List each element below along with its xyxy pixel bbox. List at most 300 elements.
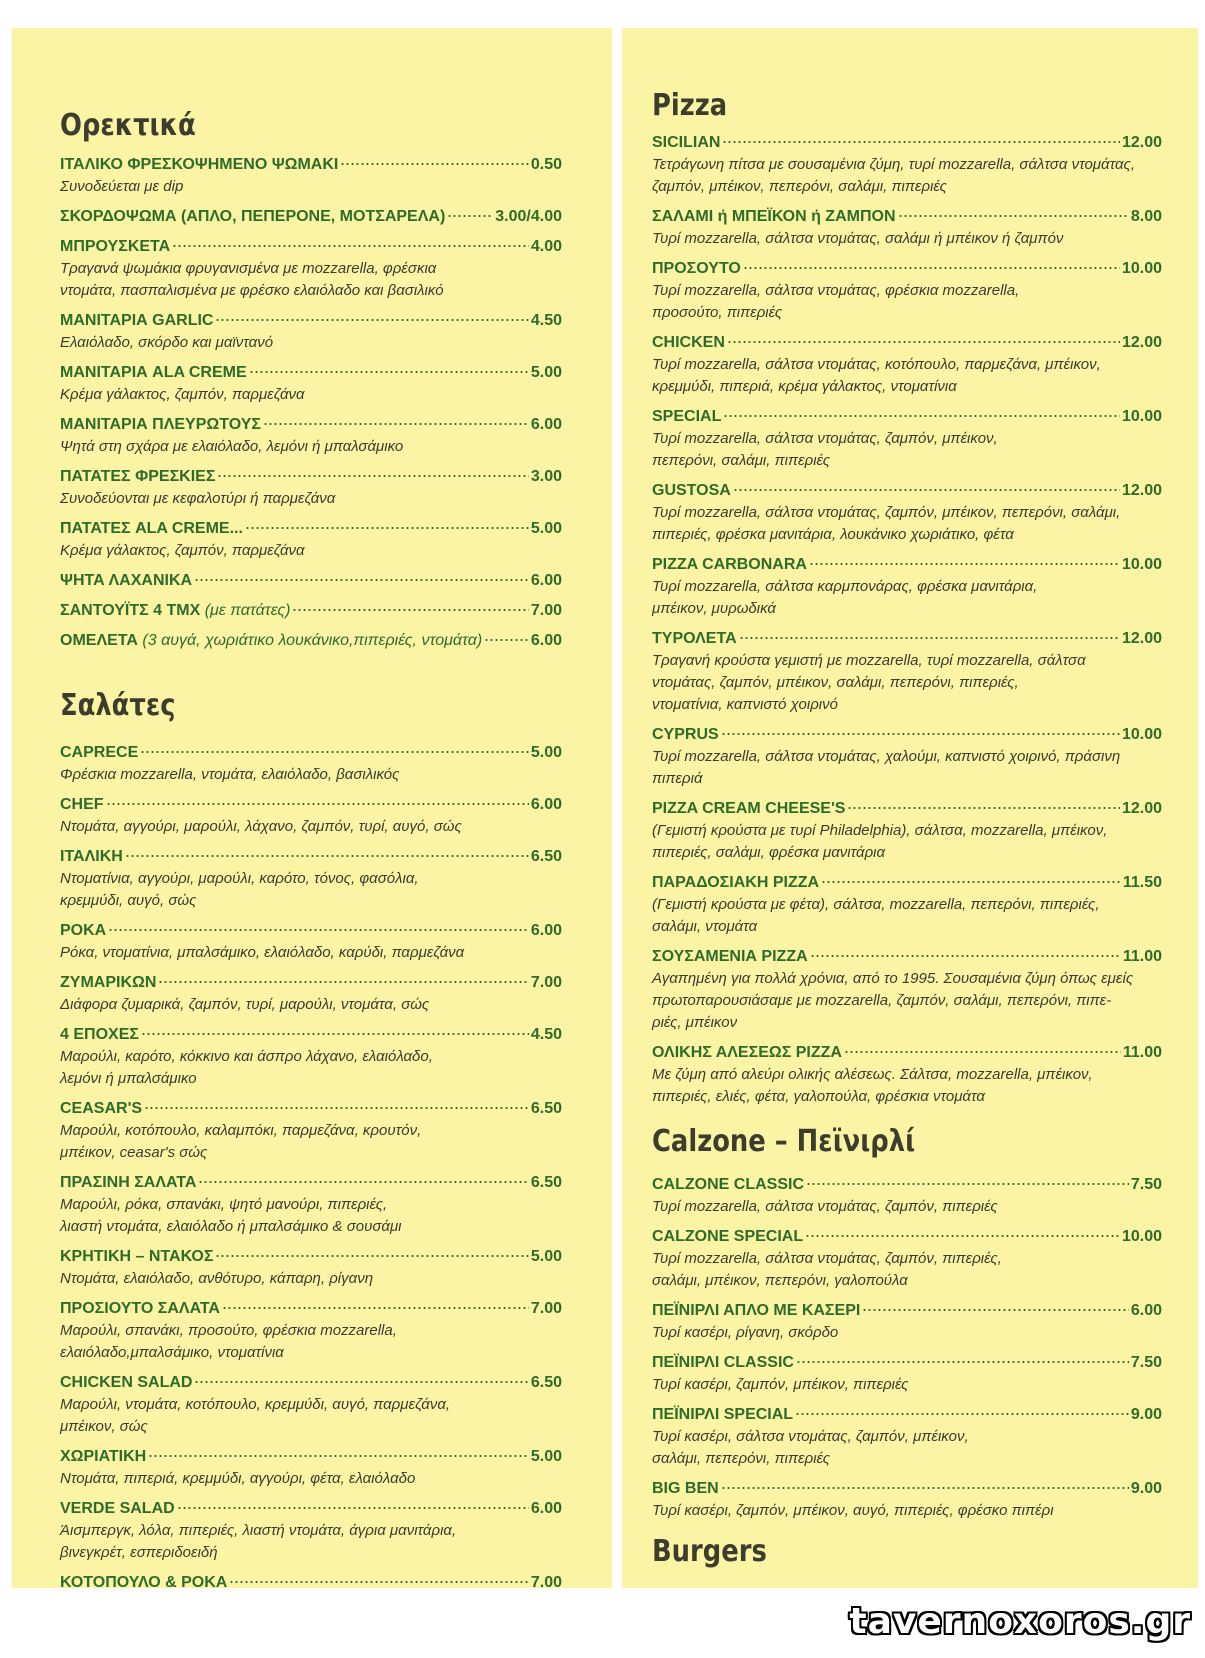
menu-item-description: Ντομάτα, ελαιόλαδο, ανθότυρο, κάπαρη, ρίγανη bbox=[60, 1270, 374, 1287]
menu-item bbox=[652, 546, 1162, 620]
menu-item-name bbox=[652, 1403, 793, 1426]
menu-item-description: Ελαιόλαδο, σκόρδο και μαϊντανό bbox=[60, 334, 274, 351]
menu-item bbox=[652, 1470, 1162, 1522]
dot-leader bbox=[798, 1578, 1129, 1588]
menu-item-name-text: PIZZA CREAM CHEESE'S bbox=[652, 800, 846, 817]
menu-item-price: 7.00 bbox=[530, 602, 562, 619]
dot-leader bbox=[809, 546, 1120, 569]
menu-item-row bbox=[60, 838, 562, 868]
menu-item-price: 7.50 bbox=[1130, 1176, 1162, 1193]
menu-item-name-text: SICILIAN bbox=[652, 134, 721, 151]
menu-item-name-text: VERDE SALAD bbox=[60, 1500, 175, 1517]
menu-item-price: 6.00 bbox=[530, 572, 562, 589]
menu-item bbox=[60, 1438, 562, 1490]
menu-item-description: πιπεριά bbox=[652, 770, 703, 787]
menu-item-name bbox=[652, 1351, 794, 1374]
menu-item-price: 10.00 bbox=[1121, 260, 1162, 277]
menu-item-description: Ψητά στη σχάρα με ελαιόλαδο, λεμόνι ή μπαλσάμικο bbox=[60, 438, 404, 455]
menu-item-inline-note: (3 αυγά, χωριάτικο λουκάνικο,πιπεριές, ντομάτα) bbox=[142, 632, 483, 649]
menu-item-price bbox=[1131, 1585, 1162, 1588]
menu-item-name-text: ΠΕΪΝΙΡΛΙ ΑΠΛΟ ΜΕ ΚΑΣΕΡΙ bbox=[652, 1302, 861, 1319]
menu-item-description: μπέικον, σώς bbox=[60, 1418, 148, 1435]
menu-item-row bbox=[60, 354, 562, 384]
menu-item-row bbox=[60, 1490, 562, 1520]
menu-item-price: 5.00 bbox=[530, 1248, 562, 1265]
menu-item-row bbox=[60, 1438, 562, 1468]
menu-item-price: 12.00 bbox=[1121, 482, 1162, 499]
menu-item-row bbox=[652, 324, 1162, 354]
menu-item-description: σαλάμι, πεπερόνι, πιπεριές bbox=[652, 1450, 831, 1467]
menu-item-name bbox=[652, 945, 808, 968]
menu-item-name-text: ΣΚΟΡΔΟΨΩΜΑ (ΑΠΛΟ, ΠΕΠΕΡΟΝΕ, ΜΟΤΣΑΡΕΛΑ) bbox=[60, 208, 446, 225]
menu-item-name-text: GUSTOSA bbox=[652, 482, 731, 499]
menu-item-row bbox=[60, 1164, 562, 1194]
dot-leader bbox=[194, 562, 529, 585]
section-title: Ορεκτικά bbox=[60, 108, 196, 143]
menu-item-row bbox=[60, 510, 562, 540]
menu-item bbox=[652, 1218, 1162, 1292]
menu-column-right bbox=[652, 88, 1162, 1588]
menu-item-name bbox=[60, 599, 290, 622]
menu-item-name bbox=[60, 1171, 196, 1194]
menu-item-price: 6.00 bbox=[530, 416, 562, 433]
menu-item-row bbox=[652, 250, 1162, 280]
menu-item-price: 10.00 bbox=[1121, 408, 1162, 425]
menu-item-description: κρεμμύδι, αυγό, σώς bbox=[60, 892, 197, 909]
menu-item-price: 6.50 bbox=[530, 1374, 562, 1391]
menu-item-row bbox=[652, 124, 1162, 154]
menu-item bbox=[60, 1090, 562, 1164]
menu-item-price: 6.00 bbox=[1130, 1302, 1162, 1319]
menu-item-price: 0.50 bbox=[530, 156, 562, 173]
dot-leader bbox=[723, 398, 1120, 421]
menu-item-row bbox=[60, 228, 562, 258]
menu-item-description: πιπεριές, σαλάμι, φρέσκα μανιτάρια bbox=[652, 844, 886, 861]
menu-item-price: 4.50 bbox=[530, 312, 562, 329]
section-title: Σαλάτες bbox=[60, 688, 176, 723]
menu-item-description: προσούτο, πιπεριές bbox=[652, 304, 783, 321]
menu-item-description: λεμόνι ή μπαλσάμικο bbox=[60, 1070, 197, 1087]
menu-item-description: (Γεμιστή κρούστα με τυρί Philadelphia), σάλτσα, mozzarella, μπέικον, bbox=[652, 822, 1108, 839]
menu-item-price: 5.00 bbox=[530, 364, 562, 381]
menu-item-price: 11.00 bbox=[1122, 948, 1162, 965]
menu-section bbox=[652, 88, 1162, 1108]
menu-items bbox=[652, 1166, 1162, 1522]
menu-item-description: Συνοδεύεται με dip bbox=[60, 178, 184, 195]
menu-item bbox=[652, 1344, 1162, 1396]
menu-item-description: Ντομάτα, αγγούρι, μαρούλι, λάχανο, ζαμπόν, τυρί, αυγό, σώς bbox=[60, 818, 462, 835]
menu-item-row bbox=[652, 198, 1162, 228]
menu-item bbox=[60, 622, 562, 652]
dot-leader bbox=[125, 838, 529, 861]
menu-item-row bbox=[652, 472, 1162, 502]
menu-item-description: σαλάμι, ντομάτα bbox=[652, 918, 758, 935]
menu-item-description: Τυρί mozzarella, σάλτσα ντομάτας, ζαμπόν, μπέικον, bbox=[652, 430, 998, 447]
menu-item-name-text: CALZONE SPECIAL bbox=[652, 1228, 804, 1245]
menu-item-name bbox=[60, 1445, 146, 1468]
menu-item-name bbox=[60, 309, 213, 332]
menu-item-price: 10.00 bbox=[1121, 726, 1162, 743]
menu-item-price: 7.00 bbox=[530, 1300, 562, 1317]
menu-item-name bbox=[60, 1023, 139, 1046]
dot-leader bbox=[106, 786, 529, 809]
menu-item-description: Αγαπημένη για πολλά χρόνια, από το 1995. Σουσαμένια ζύμη όπως εμείς bbox=[652, 970, 1134, 987]
menu-item-row bbox=[652, 620, 1162, 650]
section-title: Calzone – Πεϊνιρλί bbox=[652, 1124, 916, 1159]
menu-item-price: 9.00 bbox=[1130, 1480, 1162, 1497]
menu-item-row bbox=[60, 592, 562, 622]
menu-item-name-text: CYPRUS bbox=[652, 726, 719, 743]
dot-leader bbox=[739, 620, 1120, 643]
menu-item-name-text: CEASAR'S bbox=[60, 1100, 143, 1117]
menu-item-description: ριές, μπέικον bbox=[652, 1014, 738, 1031]
menu-item-row bbox=[60, 786, 562, 816]
menu-item-row bbox=[60, 734, 562, 764]
menu-item bbox=[60, 786, 562, 838]
dot-leader bbox=[140, 734, 529, 757]
menu-item-description: Τυρί mozzarella, σάλτσα ντομάτας, ζαμπόν, πιπεριές bbox=[652, 1198, 998, 1215]
menu-item bbox=[60, 1564, 562, 1588]
menu-item bbox=[60, 838, 562, 912]
menu-item-name bbox=[60, 793, 104, 816]
menu-item-description: Ντομάτα, πιπεριά, κρεμμύδι, αγγούρι, φέτα, ελαιόλαδο bbox=[60, 1470, 416, 1487]
menu-item-name-text: ΠΑΤΑΤΕΣ ALA CREME... bbox=[60, 520, 243, 537]
menu-item bbox=[652, 1034, 1162, 1108]
menu-item-name-text: ΣΑΝΤΟΥΪΤΣ 4 ΤΜΧ bbox=[60, 602, 201, 619]
dot-leader bbox=[144, 1090, 529, 1113]
menu-item-row bbox=[652, 398, 1162, 428]
menu-item-description: βινεγκρέτ, εσπεριδοειδή bbox=[60, 1544, 218, 1561]
menu-item-row bbox=[60, 1016, 562, 1046]
menu-item-description: ντομάτας, ζαμπόν, μπέικον, σαλάμι, πεπερόνι, πιπεριές, bbox=[652, 674, 1019, 691]
dot-leader bbox=[215, 302, 528, 325]
menu-item-name-text: ΣΟΥΣΑΜΕΝΙΑ PIZZA bbox=[652, 948, 808, 965]
menu-item bbox=[60, 1290, 562, 1364]
menu-item-description: Ντοματίνια, αγγούρι, μαρούλι, καρότο, τόνος, φασόλια, bbox=[60, 870, 419, 887]
menu-item bbox=[652, 620, 1162, 716]
menu-item-description: πεπερόνι, σαλάμι, πιπεριές bbox=[652, 452, 831, 469]
dot-leader bbox=[141, 1016, 529, 1039]
dot-leader bbox=[177, 1490, 529, 1513]
dot-leader bbox=[198, 1164, 528, 1187]
menu-item-description: Μαρούλι, σπανάκι, προσούτο, φρέσκια mozzarella, bbox=[60, 1322, 397, 1339]
menu-item-name-text: ΠΡΑΣΙΝΗ ΣΑΛΑΤΑ bbox=[60, 1174, 197, 1191]
menu-item-description: Συνοδεύονται με κεφαλοτύρι ή παρμεζάνα bbox=[60, 490, 336, 507]
menu-item-price: 11.00 bbox=[1122, 1044, 1162, 1061]
menu-item-name bbox=[60, 1571, 227, 1588]
site-watermark: tavernoxoros.gr bbox=[849, 1601, 1191, 1642]
section-title: Burgers bbox=[652, 1534, 767, 1569]
menu-item-name-text: ΟΛΙΚΗΣ ΑΛΕΣΕΩΣ PIZZA bbox=[652, 1044, 842, 1061]
menu-item-row bbox=[652, 1470, 1162, 1500]
menu-item-row bbox=[652, 1578, 1162, 1588]
menu-item bbox=[60, 354, 562, 406]
menu-item bbox=[60, 1238, 562, 1290]
dot-leader bbox=[217, 458, 528, 481]
menu-items bbox=[652, 124, 1162, 1108]
menu-item-name-text: ΙΤΑΛΙΚΟ ΦΡΕΣΚΟΨΗΜΕΝΟ ΨΩΜΑΚΙ bbox=[60, 156, 339, 173]
menu-section bbox=[652, 1124, 1162, 1522]
menu-section bbox=[652, 1534, 1162, 1588]
menu-item-price: 6.00 bbox=[530, 1500, 562, 1517]
dot-leader bbox=[249, 354, 529, 377]
dot-leader bbox=[727, 324, 1120, 347]
menu-item-name-text: ΖΥΜΑΡΙΚΩΝ bbox=[60, 974, 157, 991]
menu-item-description: Ρόκα, ντοματίνια, μπαλσάμικο, ελαιόλαδο, καρύδι, παρμεζάνα bbox=[60, 944, 465, 961]
menu-item-description: Τυρί κασέρι, ζαμπόν, μπέικον, πιπεριές bbox=[652, 1376, 909, 1393]
menu-item bbox=[652, 790, 1162, 864]
menu-item-row bbox=[60, 1290, 562, 1320]
menu-item bbox=[60, 964, 562, 1016]
menu-item-description: Μαρούλι, ντομάτα, κοτόπουλο, κρεμμύδι, αυγό, παρμεζάνα, bbox=[60, 1396, 451, 1413]
menu-item bbox=[60, 912, 562, 964]
dot-leader bbox=[721, 1470, 1129, 1493]
menu-item-price: 5.00 bbox=[530, 744, 562, 761]
menu-item-name bbox=[652, 1585, 796, 1588]
menu-item-name bbox=[60, 919, 106, 942]
dot-leader bbox=[447, 198, 493, 221]
menu-item-description: ελαιόλαδο,μπαλσάμικο, ντοματίνια bbox=[60, 1344, 284, 1361]
dot-leader bbox=[862, 1292, 1129, 1315]
menu-item-name-text: CAPRECE bbox=[60, 744, 139, 761]
menu-item bbox=[60, 1490, 562, 1564]
menu-item bbox=[60, 228, 562, 302]
menu-item bbox=[60, 734, 562, 786]
menu-item-name bbox=[652, 1299, 860, 1322]
menu-item-name-text: BIG BEN bbox=[652, 1480, 719, 1497]
menu-item-description: Τραγανή κρούστα γεμιστή με mozzarella, τυρί mozzarella, σάλτσα bbox=[652, 652, 1086, 669]
menu-item-name bbox=[652, 331, 725, 354]
menu-item-name bbox=[652, 723, 719, 746]
menu-item-name bbox=[652, 479, 731, 502]
menu-item bbox=[60, 406, 562, 458]
dot-leader bbox=[194, 1364, 528, 1387]
menu-item-row bbox=[652, 938, 1162, 968]
menu-item-name-text: CHICKEN bbox=[652, 334, 725, 351]
menu-item-name-text: ΙΤΑΛΙΚΗ bbox=[60, 848, 123, 865]
menu-item bbox=[652, 864, 1162, 938]
menu-item-description: ζαμπόν, μπέικον, πεπερόνι, σαλάμι, πιπεριές bbox=[652, 178, 947, 195]
menu-item-name-text: 4 ΕΠΟΧΕΣ bbox=[60, 1026, 139, 1043]
menu-item-price: 3.00/4.00 bbox=[495, 208, 562, 225]
menu-item-description: πρωτοπαρουσιάσαμε με mozzarella, ζαμπόν, σαλάμι, πεπερόνι, πιπε- bbox=[652, 992, 1112, 1009]
menu-item-name bbox=[652, 871, 819, 894]
menu-column-left bbox=[60, 108, 562, 1588]
menu-item-price: 6.50 bbox=[530, 1174, 562, 1191]
menu-item bbox=[652, 198, 1162, 250]
menu-item-name bbox=[652, 405, 721, 428]
menu-item bbox=[60, 1016, 562, 1090]
menu-item-price: 6.00 bbox=[530, 922, 562, 939]
menu-item-description: Διάφορα ζυμαρικά, ζαμπόν, τυρί, μαρούλι, ντομάτα, σώς bbox=[60, 996, 430, 1013]
menu-item-name bbox=[60, 845, 123, 868]
menu-item-name-text: ΜΑΝΙΤΑΡΙΑ GARLIC bbox=[60, 312, 214, 329]
menu-item-name bbox=[60, 235, 170, 258]
dot-leader bbox=[722, 124, 1120, 147]
menu-item-row bbox=[60, 302, 562, 332]
menu-item-description: ντομάτα, πασπαλισμένα με φρέσκο ελαιόλαδο και βασιλικό bbox=[60, 282, 444, 299]
menu-item-name-text: ΣΑΛΑΜΙ ή ΜΠΕΪΚΟΝ ή ΖΑΜΠΟΝ bbox=[652, 208, 896, 225]
menu-item-description: (Γεμιστή κρούστα με φέτα), σάλτσα, mozzarella, πεπερόνι, πιπεριές, bbox=[652, 896, 1100, 913]
dot-leader bbox=[796, 1344, 1129, 1367]
menu-item-name bbox=[60, 517, 243, 540]
menu-item-description: Μαρούλι, κοτόπουλο, καλαμπόκι, παρμεζάνα, κρουτόν, bbox=[60, 1122, 422, 1139]
menu-item-description: Τυρί mozzarella, σάλτσα ντομάτας, ζαμπόν, μπέικον, πεπερόνι, σαλάμι, bbox=[652, 504, 1121, 521]
menu-item-description: Τυρί mozzarella, σάλτσα ντομάτας, σαλάμι ή μπέικον ή ζαμπόν bbox=[652, 230, 1064, 247]
menu-item-price: 7.00 bbox=[530, 974, 562, 991]
dot-leader bbox=[172, 228, 529, 251]
menu-item bbox=[60, 1364, 562, 1438]
dot-leader bbox=[222, 1290, 529, 1313]
menu-item-price: 6.50 bbox=[530, 1100, 562, 1117]
menu-item-name bbox=[60, 741, 138, 764]
menu-item-name bbox=[60, 153, 338, 176]
dot-leader bbox=[245, 510, 529, 533]
menu-item-row bbox=[652, 790, 1162, 820]
menu-item-row bbox=[652, 864, 1162, 894]
menu-item-name bbox=[60, 1245, 213, 1268]
menu-item-description: Τυρί mozzarella, σάλτσα ντομάτας, φρέσκια mozzarella, bbox=[652, 282, 1020, 299]
menu-item bbox=[60, 1164, 562, 1238]
menu-item-price: 4.50 bbox=[530, 1026, 562, 1043]
menu-item-description: ντοματίνια, καπνιστό χοιρινό bbox=[652, 696, 838, 713]
menu-item-name-text: ΜΠΡΟΥΣΚΕΤΑ bbox=[60, 238, 171, 255]
menu-item-name bbox=[60, 205, 445, 228]
menu-item-row bbox=[652, 1034, 1162, 1064]
menu-item bbox=[652, 1396, 1162, 1470]
menu-item-name-text: ΧΩΡΙΑΤΙΚΗ bbox=[60, 1448, 147, 1465]
menu-item-name-text: ΜΑΝΙΤΑΡΙΑ ALA CREME bbox=[60, 364, 247, 381]
menu-item-description: λιαστή ντομάτα, ελαιόλαδο ή μπαλσάμικο & σουσάμι bbox=[60, 1218, 402, 1235]
menu-item-description: Τετράγωνη πίτσα με σουσαμένια ζύμη, τυρί mozzarella, σάλτσα ντομάτας, bbox=[652, 156, 1135, 173]
menu-item-name bbox=[652, 131, 720, 154]
menu-item bbox=[60, 198, 562, 228]
menu-item-description: σαλάμι, μπέικον, πεπερόνι, γαλοπούλα bbox=[652, 1272, 908, 1289]
menu-item-name-text: CHICKEN SALAD bbox=[60, 1374, 193, 1391]
menu-item-name-text: ΨΗΤΑ ΛΑΧΑΝΙΚΑ bbox=[60, 572, 193, 589]
menu-item-row bbox=[60, 1238, 562, 1268]
menu-item-description: Τυρί κασέρι, σάλτσα ντομάτας, ζαμπόν, μπέικον, bbox=[652, 1428, 969, 1445]
menu-items bbox=[60, 146, 562, 652]
menu-item-description: Με ζύμη από αλεύρι ολικής αλέσεως. Σάλτσα, mozzarella, μπέικον, bbox=[652, 1066, 1093, 1083]
menu-item-name bbox=[60, 413, 261, 436]
menu-item-description: Φρέσκια mozzarella, ντομάτα, ελαιόλαδο, βασιλικός bbox=[60, 766, 400, 783]
menu-item-name bbox=[652, 797, 845, 820]
menu-item-name bbox=[60, 1097, 142, 1120]
menu-item-name-text: ΠΑΡΑΔΟΣΙΑΚΗ PIZZA bbox=[652, 874, 820, 891]
menu-item-row bbox=[652, 1218, 1162, 1248]
menu-item bbox=[652, 716, 1162, 790]
menu-item-name bbox=[652, 1041, 842, 1064]
menu-item-name bbox=[652, 1477, 719, 1500]
menu-item-price: 4.00 bbox=[530, 238, 562, 255]
dot-leader bbox=[148, 1438, 529, 1461]
menu-item-name-text: ΠΕΪΝΙΡΛΙ CLASSIC bbox=[652, 1354, 794, 1371]
menu-item-name-text: PIZZA CARBONARA bbox=[652, 556, 807, 573]
menu-item-name-text: CHEF bbox=[60, 796, 104, 813]
menu-item-price: 9.00 bbox=[1130, 1406, 1162, 1423]
menu-item-description: πιπεριές, φρέσκα μανιτάρια, λουκάνικο χωριάτικο, φέτα bbox=[652, 526, 1014, 543]
menu-item bbox=[652, 938, 1162, 1034]
menu-item-description: Άισμπεργκ, λόλα, πιπεριές, λιαστή ντομάτα, άγρια μανιτάρια, bbox=[60, 1522, 457, 1539]
menu-item bbox=[652, 324, 1162, 398]
menu-item-description: Κρέμα γάλακτος, ζαμπόν, παρμεζάνα bbox=[60, 542, 305, 559]
menu-item-name-text: ΚΡΗΤΙΚΗ – ΝΤΑΚΟΣ bbox=[60, 1248, 214, 1265]
menu-item-row bbox=[60, 912, 562, 942]
menu-item-name-text: ΠΡΟΣΙΟΥΤΟ ΣΑΛΑΤΑ bbox=[60, 1300, 220, 1317]
menu-item-price: 5.00 bbox=[530, 1448, 562, 1465]
menu-item-name-text: ΜΑΝΙΤΑΡΙΑ ΠΛΕΥΡΩΤΟΥΣ bbox=[60, 416, 261, 433]
menu-item-name bbox=[652, 1173, 804, 1196]
menu-item-name bbox=[60, 971, 156, 994]
menu-item-price: 6.00 bbox=[530, 632, 562, 649]
menu-item-row bbox=[60, 146, 562, 176]
menu-item bbox=[60, 302, 562, 354]
dot-leader bbox=[847, 790, 1120, 813]
menu-item-description: Μαρούλι, ρόκα, σπανάκι, ψητό μανούρι, πιπεριές, bbox=[60, 1196, 388, 1213]
dot-leader bbox=[743, 250, 1120, 273]
menu-items bbox=[60, 734, 562, 1588]
menu-item-price: 7.50 bbox=[1130, 1354, 1162, 1371]
menu-item-price: 12.00 bbox=[1121, 334, 1162, 351]
menu-item-name-text: ΠΡΟΣΟΥΤΟ bbox=[652, 260, 741, 277]
menu-item-row bbox=[60, 1090, 562, 1120]
menu-item-row bbox=[652, 1292, 1162, 1322]
dot-leader bbox=[805, 1218, 1120, 1241]
menu-item bbox=[652, 472, 1162, 546]
menu-item-name bbox=[60, 465, 215, 488]
dot-leader bbox=[215, 1238, 528, 1261]
menu-item-name-text: CALZONE CLASSIC bbox=[652, 1176, 804, 1193]
menu-item-price: 10.00 bbox=[1121, 1228, 1162, 1245]
menu-item-description: πιπεριές, ελιές, φέτα, γαλοπούλα, φρέσκια ντομάτα bbox=[652, 1088, 985, 1105]
menu-item bbox=[652, 1578, 1162, 1588]
dot-leader bbox=[484, 622, 529, 645]
menu-item-row bbox=[652, 1344, 1162, 1374]
menu-item-description: Τραγανά ψωμάκια φρυγανισμένα με mozzarella, φρέσκια bbox=[60, 260, 437, 277]
menu-item-name bbox=[652, 1225, 803, 1248]
menu-item bbox=[60, 146, 562, 198]
menu-item bbox=[60, 510, 562, 562]
menu-item-row bbox=[60, 458, 562, 488]
menu-item-description: Τυρί mozzarella, σάλτσα καρμπονάρας, φρέσκα μανιτάρια, bbox=[652, 578, 1038, 595]
menu-item-row bbox=[652, 1396, 1162, 1426]
menu-item-row bbox=[60, 1364, 562, 1394]
dot-leader bbox=[229, 1564, 529, 1587]
section-title: Pizza bbox=[652, 88, 728, 123]
dot-leader bbox=[158, 964, 528, 987]
menu-item-description: Κρέμα γάλακτος, ζαμπόν, παρμεζάνα bbox=[60, 386, 305, 403]
menu-item bbox=[60, 458, 562, 510]
dot-leader bbox=[108, 912, 529, 935]
menu-item-description: Τυρί mozzarella, σάλτσα ντομάτας, κοτόπουλο, παρμεζάνα, μπέικον, bbox=[652, 356, 1101, 373]
menu-item-name-text: SPECIAL bbox=[652, 408, 722, 425]
menu-item-description: κρεμμύδι, πιπεριά, κρέμα γάλακτος, ντοματίνια bbox=[652, 378, 957, 395]
menu-item-name bbox=[60, 569, 192, 592]
menu-item-price: 12.00 bbox=[1121, 134, 1162, 151]
menu-item-name-text: ΟΜΕΛΕΤΑ bbox=[60, 632, 138, 649]
menu-item-row bbox=[60, 964, 562, 994]
menu-item-name-text: ΤΥΡΟΛΕΤΑ bbox=[652, 630, 737, 647]
menu-item-price: 5.00 bbox=[530, 520, 562, 537]
menu-item-name bbox=[652, 205, 896, 228]
menu-item-row bbox=[60, 406, 562, 436]
menu-page-right bbox=[622, 28, 1198, 1588]
menu-item-price: 12.00 bbox=[1121, 630, 1162, 647]
menu-item-description: Τυρί mozzarella, σάλτσα ντομάτας, ζαμπόν, πιπεριές, bbox=[652, 1250, 1002, 1267]
dot-leader bbox=[810, 938, 1121, 961]
menu-item-description: Τυρί κασέρι, ζαμπόν, μπέικον, αυγό, πιπεριές, φρέσκο πιπέρι bbox=[652, 1502, 1054, 1519]
